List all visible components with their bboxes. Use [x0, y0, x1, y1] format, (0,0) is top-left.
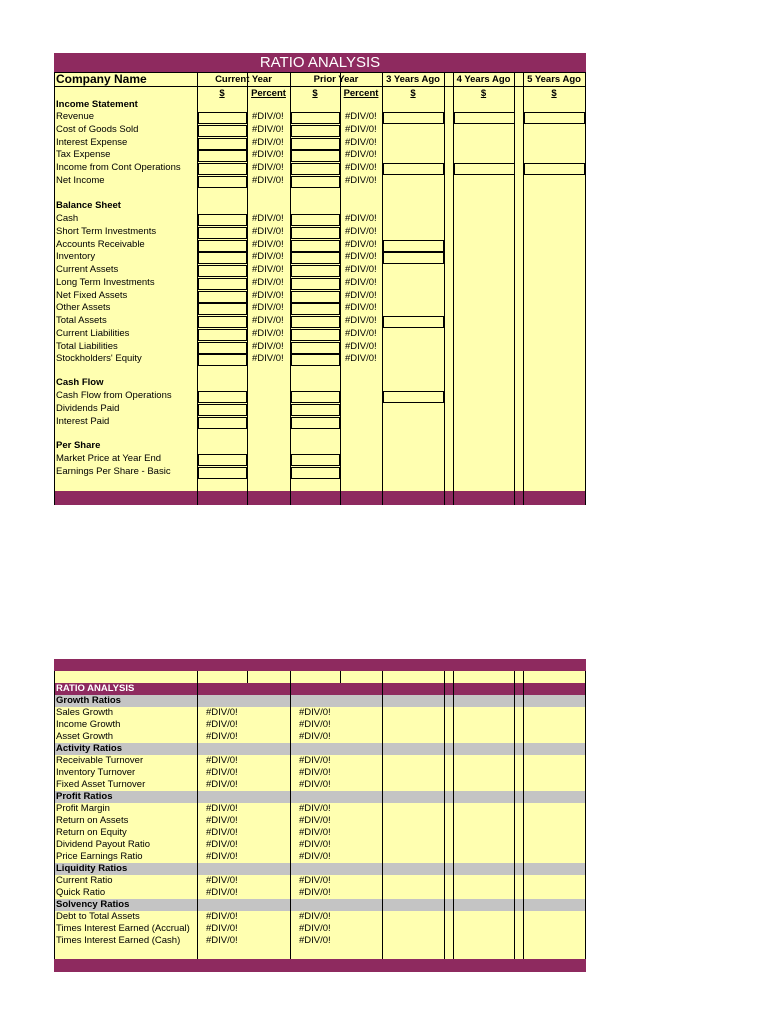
ratio-group-0: Growth Ratios	[56, 695, 121, 706]
current-year-input[interactable]	[198, 265, 247, 277]
prior-percent-value: #DIV/0!	[345, 327, 377, 339]
5-years-ago-input[interactable]	[524, 163, 585, 175]
current-percent-value: #DIV/0!	[252, 162, 284, 173]
current-year-input[interactable]	[198, 467, 247, 479]
current-percent-value: #DIV/0!	[252, 315, 284, 326]
prior-year-input[interactable]	[291, 138, 340, 150]
current-year-input[interactable]	[198, 417, 247, 429]
footer-band	[54, 491, 586, 505]
col-current-year: Current Year	[215, 74, 272, 85]
current-ratio-value: #DIV/0!	[206, 707, 238, 718]
prior-percent-value: #DIV/0!	[345, 225, 377, 237]
ratio-row-label: Return on Equity	[56, 827, 127, 838]
current-percent-value: #DIV/0!	[252, 213, 284, 224]
dollar-subheader: $	[219, 88, 225, 99]
current-year-input[interactable]	[198, 138, 247, 150]
row-label: Market Price at Year End	[56, 453, 162, 464]
current-percent-value: #DIV/0!	[252, 251, 284, 263]
prior-year-input[interactable]	[291, 467, 340, 479]
ratio-group-4: Solvency Ratios	[56, 899, 130, 910]
section-balance: Balance Sheet	[56, 200, 121, 211]
col-prior-year: Prior Year	[313, 74, 359, 85]
row-label: Cost of Goods Sold	[56, 123, 139, 135]
current-percent-value: #DIV/0!	[252, 136, 284, 148]
current-year-input[interactable]	[198, 404, 247, 416]
current-year-input[interactable]	[198, 391, 247, 403]
ratio-grid-line	[54, 671, 55, 959]
dollar-subheader: $	[480, 88, 487, 99]
prior-ratio-value: #DIV/0!	[299, 779, 331, 790]
prior-ratio-value: #DIV/0!	[299, 767, 331, 778]
grid-line	[54, 72, 55, 505]
prior-year-input[interactable]	[291, 150, 340, 162]
4-years-ago-input[interactable]	[454, 163, 515, 175]
ratio-row-label: Return on Assets	[56, 815, 129, 826]
3-years-ago-input[interactable]	[383, 240, 444, 252]
row-label: Dividends Paid	[56, 402, 120, 414]
prior-year-input[interactable]	[291, 291, 340, 303]
current-percent-value: #DIV/0!	[252, 264, 284, 275]
ratio-row-label: Times Interest Earned (Accrual)	[56, 923, 190, 934]
prior-percent-value: #DIV/0!	[345, 149, 377, 161]
header-line	[54, 86, 586, 87]
col-3-years-ago: 3 Years Ago	[386, 74, 440, 85]
row-label: Inventory	[56, 251, 96, 263]
row-label: Interest Paid	[56, 415, 110, 427]
percent-subheader: Percent	[343, 88, 379, 99]
current-year-input[interactable]	[198, 125, 247, 137]
section-cashflow: Cash Flow	[56, 377, 104, 388]
prior-percent-value: #DIV/0!	[345, 238, 377, 250]
row-label: Cash Flow from Operations	[56, 390, 172, 401]
3-years-ago-input[interactable]	[383, 163, 444, 175]
prior-year-input[interactable]	[291, 214, 340, 226]
row-label: Cash	[56, 213, 79, 224]
group-band	[54, 695, 586, 707]
current-year-input[interactable]	[198, 163, 247, 175]
ratio-row-label: Quick Ratio	[56, 887, 106, 898]
ratio-group-1: Activity Ratios	[56, 743, 122, 754]
ratio-grid-line	[197, 671, 198, 959]
current-percent-value: #DIV/0!	[252, 225, 284, 237]
prior-year-input[interactable]	[291, 176, 340, 188]
ratio-grid-line	[340, 671, 341, 683]
current-ratio-value: #DIV/0!	[206, 851, 238, 862]
dollar-subheader: $	[410, 88, 416, 99]
prior-ratio-value: #DIV/0!	[299, 755, 331, 766]
prior-percent-value: #DIV/0!	[345, 162, 377, 173]
prior-percent-value: #DIV/0!	[345, 276, 377, 288]
prior-percent-value: #DIV/0!	[345, 302, 377, 314]
current-ratio-value: #DIV/0!	[206, 755, 238, 766]
row-label: Current Assets	[56, 264, 119, 275]
row-label: Long Term Investments	[56, 276, 155, 288]
prior-year-input[interactable]	[291, 125, 340, 137]
current-ratio-value: #DIV/0!	[206, 827, 238, 838]
ratio-row-label: Times Interest Earned (Cash)	[56, 935, 181, 946]
row-label: Current Liabilities	[56, 327, 130, 339]
row-label: Total Assets	[56, 315, 107, 326]
prior-year-input[interactable]	[291, 404, 340, 416]
prior-percent-value: #DIV/0!	[345, 315, 377, 326]
prior-percent-value: #DIV/0!	[345, 251, 377, 263]
prior-ratio-value: #DIV/0!	[299, 875, 331, 886]
5-years-ago-input[interactable]	[524, 112, 585, 124]
ratio-group-3: Liquidity Ratios	[56, 863, 128, 874]
prior-year-input[interactable]	[291, 240, 340, 252]
prior-year-input[interactable]	[291, 342, 340, 354]
3-years-ago-input[interactable]	[383, 316, 444, 328]
section-pershare: Per Share	[56, 440, 101, 451]
current-year-input[interactable]	[198, 354, 247, 366]
current-year-input[interactable]	[198, 112, 247, 124]
row-label: Revenue	[56, 111, 95, 122]
group-band	[54, 791, 586, 803]
current-ratio-value: #DIV/0!	[206, 803, 238, 814]
3-years-ago-input[interactable]	[383, 252, 444, 264]
prior-ratio-value: #DIV/0!	[299, 803, 331, 814]
prior-year-input[interactable]	[291, 354, 340, 366]
prior-year-input[interactable]	[291, 252, 340, 264]
grid-line	[585, 72, 586, 505]
group-band	[54, 899, 586, 911]
current-percent-value: #DIV/0!	[252, 340, 284, 352]
prior-year-input[interactable]	[291, 163, 340, 175]
row-label: Earnings Per Share - Basic	[56, 465, 171, 477]
4-years-ago-input[interactable]	[454, 112, 515, 124]
prior-ratio-value: #DIV/0!	[299, 911, 331, 922]
prior-ratio-value: #DIV/0!	[299, 887, 331, 898]
current-ratio-value: #DIV/0!	[206, 875, 238, 886]
3-years-ago-input[interactable]	[383, 112, 444, 124]
ratio-grid-line	[585, 671, 586, 959]
percent-subheader: Percent	[251, 88, 286, 99]
prior-year-input[interactable]	[291, 417, 340, 429]
prior-percent-value: #DIV/0!	[345, 174, 377, 186]
current-ratio-value: #DIV/0!	[206, 911, 238, 922]
ratio-title: RATIO ANALYSIS	[56, 683, 135, 694]
worksheet-title: RATIO ANALYSIS	[259, 54, 381, 71]
current-percent-value: #DIV/0!	[252, 111, 284, 122]
prior-ratio-value: #DIV/0!	[299, 815, 331, 826]
current-year-input[interactable]	[198, 342, 247, 354]
grid-line	[514, 72, 515, 505]
current-ratio-value: #DIV/0!	[206, 923, 238, 934]
prior-ratio-value: #DIV/0!	[299, 707, 331, 718]
ratio-grid-line	[514, 671, 515, 959]
row-label: Net Income	[56, 174, 105, 186]
ratio-row-label: Price Earnings Ratio	[56, 851, 143, 862]
ratio-row-label: Profit Margin	[56, 803, 110, 814]
row-label: Tax Expense	[56, 149, 111, 161]
row-label: Short Term Investments	[56, 225, 157, 237]
ratio-row-label: Current Ratio	[56, 875, 113, 886]
prior-ratio-value: #DIV/0!	[299, 719, 331, 730]
row-label: Total Liabilities	[56, 340, 118, 352]
current-percent-value: #DIV/0!	[252, 289, 284, 301]
company-name-label: Company Name	[56, 72, 147, 86]
current-year-input[interactable]	[198, 176, 247, 188]
current-ratio-value: #DIV/0!	[206, 887, 238, 898]
3-years-ago-input[interactable]	[383, 391, 444, 403]
current-ratio-value: #DIV/0!	[206, 719, 238, 730]
current-ratio-value: #DIV/0!	[206, 731, 238, 742]
prior-ratio-value: #DIV/0!	[299, 827, 331, 838]
prior-year-input[interactable]	[291, 391, 340, 403]
grid-line	[453, 72, 454, 505]
prior-ratio-value: #DIV/0!	[299, 851, 331, 862]
input-worksheet	[54, 53, 586, 505]
ratio-footer-band	[54, 959, 586, 972]
row-label: Net Fixed Assets	[56, 289, 128, 301]
prior-year-input[interactable]	[291, 303, 340, 315]
current-year-input[interactable]	[198, 252, 247, 264]
ratio-grid-line	[382, 671, 383, 959]
current-year-input[interactable]	[198, 316, 247, 328]
col-4-years-ago: 4 Years Ago	[456, 74, 511, 85]
ratio-group-2: Profit Ratios	[56, 791, 113, 802]
ratio-grid-line	[523, 671, 524, 959]
ratio-row-label: Asset Growth	[56, 731, 114, 742]
ratio-grid-line	[453, 671, 454, 959]
current-year-input[interactable]	[198, 214, 247, 226]
ratio-row-label: Dividend Payout Ratio	[56, 839, 150, 850]
ratio-row-label: Fixed Asset Turnover	[56, 779, 146, 790]
prior-ratio-value: #DIV/0!	[299, 935, 331, 946]
current-percent-value: #DIV/0!	[252, 123, 284, 135]
current-year-input[interactable]	[198, 150, 247, 162]
row-label: Income from Cont Operations	[56, 162, 181, 173]
current-ratio-value: #DIV/0!	[206, 839, 238, 850]
prior-ratio-value: #DIV/0!	[299, 923, 331, 934]
section-income: Income Statement	[56, 99, 138, 110]
dollar-subheader: $	[312, 88, 318, 99]
ratio-row-label: Income Growth	[56, 719, 121, 730]
group-band	[54, 863, 586, 875]
current-ratio-value: #DIV/0!	[206, 779, 238, 790]
current-ratio-value: #DIV/0!	[206, 935, 238, 946]
grid-line	[340, 72, 341, 505]
current-ratio-value: #DIV/0!	[206, 767, 238, 778]
row-label: Stockholders' Equity	[56, 353, 142, 365]
current-percent-value: #DIV/0!	[252, 149, 284, 161]
grid-line	[444, 72, 445, 505]
ratio-row-label: Debt to Total Assets	[56, 911, 140, 922]
current-ratio-value: #DIV/0!	[206, 815, 238, 826]
prior-percent-value: #DIV/0!	[345, 289, 377, 301]
prior-year-input[interactable]	[291, 112, 340, 124]
ratio-row-label: Receivable Turnover	[56, 755, 144, 766]
dollar-subheader: $	[551, 88, 557, 99]
grid-line	[382, 72, 383, 505]
row-label: Other Assets	[56, 302, 111, 314]
grid-line	[247, 72, 248, 505]
ratio-grid-line	[247, 671, 248, 683]
current-percent-value: #DIV/0!	[252, 302, 284, 314]
grid-line	[523, 72, 524, 505]
ratio-row-label: Sales Growth	[56, 707, 114, 718]
prior-year-input[interactable]	[291, 454, 340, 466]
prior-ratio-value: #DIV/0!	[299, 839, 331, 850]
ratio-top-band	[54, 659, 586, 671]
prior-year-input[interactable]	[291, 316, 340, 328]
ratio-grid-line	[444, 671, 445, 959]
row-label: Interest Expense	[56, 136, 128, 148]
prior-percent-value: #DIV/0!	[345, 353, 377, 365]
prior-year-input[interactable]	[291, 227, 340, 239]
prior-percent-value: #DIV/0!	[345, 340, 377, 352]
current-year-input[interactable]	[198, 278, 247, 290]
current-percent-value: #DIV/0!	[252, 327, 284, 339]
prior-year-input[interactable]	[291, 329, 340, 341]
ratio-grid-line	[290, 671, 291, 959]
current-percent-value: #DIV/0!	[252, 238, 284, 250]
current-year-input[interactable]	[198, 303, 247, 315]
prior-year-input[interactable]	[291, 278, 340, 290]
current-year-input[interactable]	[198, 240, 247, 252]
current-percent-value: #DIV/0!	[252, 174, 284, 186]
prior-ratio-value: #DIV/0!	[299, 731, 331, 742]
ratio-worksheet	[54, 659, 586, 972]
col-5-years-ago: 5 Years Ago	[527, 74, 581, 85]
current-percent-value: #DIV/0!	[252, 276, 284, 288]
prior-percent-value: #DIV/0!	[345, 111, 377, 122]
ratio-row-label: Inventory Turnover	[56, 767, 136, 778]
current-year-input[interactable]	[198, 454, 247, 466]
prior-percent-value: #DIV/0!	[345, 264, 377, 275]
current-year-input[interactable]	[198, 329, 247, 341]
row-label: Accounts Receivable	[56, 238, 145, 250]
prior-percent-value: #DIV/0!	[345, 213, 377, 224]
group-band	[54, 743, 586, 755]
prior-percent-value: #DIV/0!	[345, 136, 377, 148]
current-year-input[interactable]	[198, 291, 247, 303]
prior-percent-value: #DIV/0!	[345, 123, 377, 135]
prior-year-input[interactable]	[291, 265, 340, 277]
current-percent-value: #DIV/0!	[252, 353, 284, 365]
current-year-input[interactable]	[198, 227, 247, 239]
